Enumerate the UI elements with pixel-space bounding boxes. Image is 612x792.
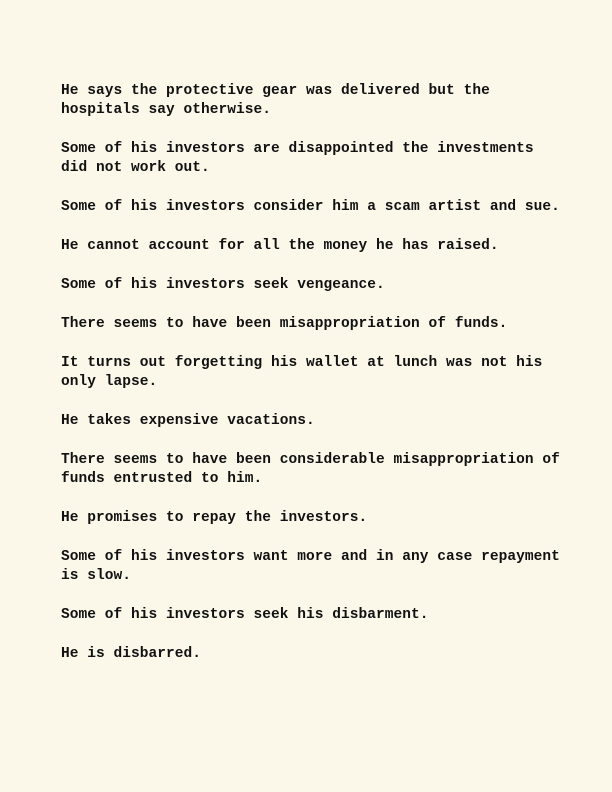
document-page (61, 82, 561, 684)
paragraph-4: He cannot account for all the money he has raised. (61, 238, 499, 254)
paragraph-11: Some of his investors want more and in any case repayment is slow. (61, 549, 560, 584)
paragraph-2: Some of his investors are disappointed the investments did not work out. (61, 141, 534, 176)
paragraph-7: It turns out forgetting his wallet at lunch was not his only lapse. (61, 355, 543, 390)
paragraph-6: There seems to have been misappropriation of funds. (61, 316, 508, 332)
paragraph-1: He says the protective gear was delivered but the hospitals say otherwise. (61, 83, 490, 118)
paragraph-5: Some of his investors seek vengeance. (61, 277, 385, 293)
paragraph-8: He takes expensive vacations. (61, 413, 315, 429)
paragraph-12: Some of his investors seek his disbarment. (61, 607, 429, 623)
paragraph-9: There seems to have been considerable misappropriation of funds entrusted to him. (61, 452, 560, 487)
paragraph-3: Some of his investors consider him a scam artist and sue. (61, 199, 560, 215)
paragraph-10: He promises to repay the investors. (61, 510, 368, 526)
paragraph-13: He is disbarred. (61, 646, 202, 662)
